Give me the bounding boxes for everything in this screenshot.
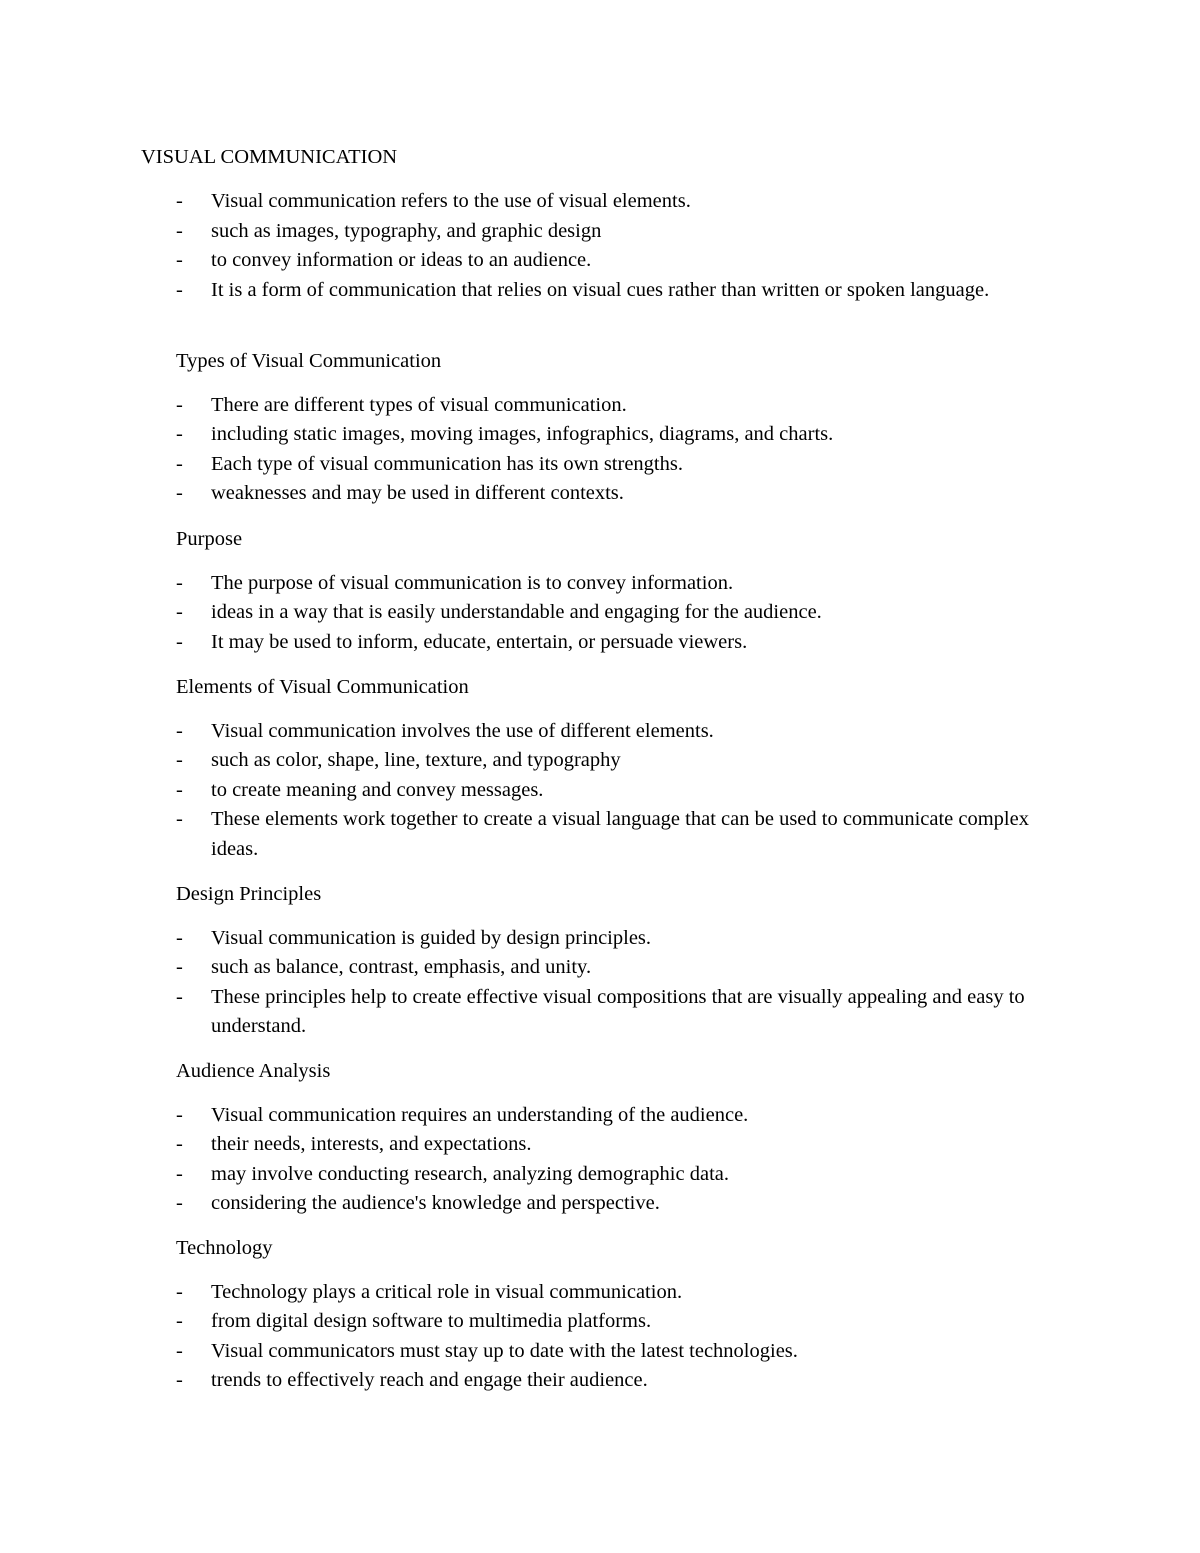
list-item-text: Visual communication involves the use of different elements. [211,719,714,742]
list-item [176,628,1066,658]
bullet-dash: - [176,956,183,978]
list-item-text: from digital design software to multimedia platforms. [211,1310,652,1332]
bullet-dash: - [176,985,183,1008]
bullet-dash: - [176,190,183,212]
bullet-dash: - [176,1369,183,1391]
list-item [176,450,1066,480]
section-heading: Types of Visual Communication [176,350,442,372]
bullet-dash: - [176,482,183,504]
bullet-dash: - [176,423,183,445]
list-item [176,1337,1066,1367]
list-item-text: The purpose of visual communication is to convey information. [211,571,734,594]
intro-list [176,187,1066,305]
section-list [176,924,1066,1042]
list-item [176,217,1066,247]
list-item [176,953,1066,983]
list-item [176,805,1066,864]
list-item [176,1101,1066,1131]
list-item-text: Visual communicators must stay up to date with the latest technologies. [211,1339,798,1362]
section-heading: Technology [176,1237,273,1259]
list-item [176,1278,1066,1308]
list-item [176,187,1066,217]
list-item-text: Visual communication requires an understanding of the audience. [211,1103,749,1126]
section-audience-analysis [176,1057,1066,1219]
section-elements [176,673,1066,864]
intro-section [176,187,1066,305]
list-item-text: It is a form of communication that relies on visual cues rather than written or spoken language. [211,278,990,301]
list-item [176,1189,1066,1219]
list-item [176,746,1066,776]
bullet-dash: - [176,1339,183,1362]
section-list [176,1278,1066,1396]
bullet-dash: - [176,393,183,416]
section-heading: Elements of Visual Communication [176,676,469,698]
list-item [176,276,1066,306]
bullet-dash: - [176,778,183,801]
list-item [176,776,1066,806]
bullet-dash: - [176,278,183,301]
section-technology [176,1234,1066,1396]
section-heading: Design Principles [176,883,322,905]
list-item [176,391,1066,421]
list-item [176,479,1066,509]
section-list [176,569,1066,658]
list-item [176,1366,1066,1396]
list-item [176,983,1066,1042]
list-item-text: their needs, interests, and expectations. [211,1133,532,1155]
bullet-dash: - [176,601,183,623]
bullet-dash: - [176,571,183,594]
list-item-text: ideas in a way that is easily understandable and engaging for the audience. [211,601,822,623]
bullet-dash: - [176,1310,183,1332]
section-types [176,347,1066,509]
list-item-text: including static images, moving images, infographics, diagrams, and charts. [211,423,834,445]
list-item-text: There are different types of visual communication. [211,393,627,416]
list-item-text: such as balance, contrast, emphasis, and unity. [211,956,592,978]
section-heading: Audience Analysis [176,1060,331,1082]
list-item-text: These principles help to create effective visual compositions that are visually appealing and easy to understand. [211,985,1025,1037]
bullet-dash: - [176,749,183,771]
list-item-text: such as images, typography, and graphic design [211,219,602,242]
bullet-dash: - [176,1280,183,1303]
list-item [176,569,1066,599]
list-item-text: weaknesses and may be used in different contexts. [211,482,624,504]
section-heading: Purpose [176,528,243,550]
bullet-dash: - [176,630,183,653]
bullet-dash: - [176,926,183,949]
list-item [176,924,1066,954]
section-purpose [176,525,1066,657]
bullet-dash: - [176,1103,183,1126]
section-list [176,1101,1066,1219]
section-list [176,717,1066,865]
list-item [176,1307,1066,1337]
list-item [176,246,1066,276]
list-item-text: Each type of visual communication has its own strengths. [211,452,683,475]
list-item-text: It may be used to inform, educate, entertain, or persuade viewers. [211,630,748,653]
bullet-dash: - [176,219,183,242]
bullet-dash: - [176,1192,183,1214]
bullet-dash: - [176,1162,183,1185]
list-item-text: trends to effectively reach and engage their audience. [211,1369,648,1391]
bullet-dash: - [176,452,183,475]
list-item-text: to create meaning and convey messages. [211,778,544,801]
list-item [176,1160,1066,1190]
list-item-text: Technology plays a critical role in visual communication. [211,1280,683,1303]
list-item-text: These elements work together to create a visual language that can be used to communicate complex ideas. [211,808,1029,860]
section-list [176,391,1066,509]
list-item [176,598,1066,628]
section-design-principles [176,880,1066,1042]
list-item [176,420,1066,450]
list-item-text: Visual communication refers to the use of visual elements. [211,190,691,212]
bullet-dash: - [176,249,183,271]
list-item-text: may involve conducting research, analyzing demographic data. [211,1162,729,1185]
bullet-dash: - [176,719,183,742]
list-item-text: to convey information or ideas to an audience. [211,249,592,271]
list-item [176,1130,1066,1160]
list-item [176,717,1066,747]
list-item-text: such as color, shape, line, texture, and typography [211,749,621,771]
list-item-text: considering the audience's knowledge and perspective. [211,1192,660,1214]
list-item-text: Visual communication is guided by design principles. [211,926,652,949]
bullet-dash: - [176,808,183,830]
bullet-dash: - [176,1133,183,1155]
document-title: VISUAL COMMUNICATION [141,146,398,168]
